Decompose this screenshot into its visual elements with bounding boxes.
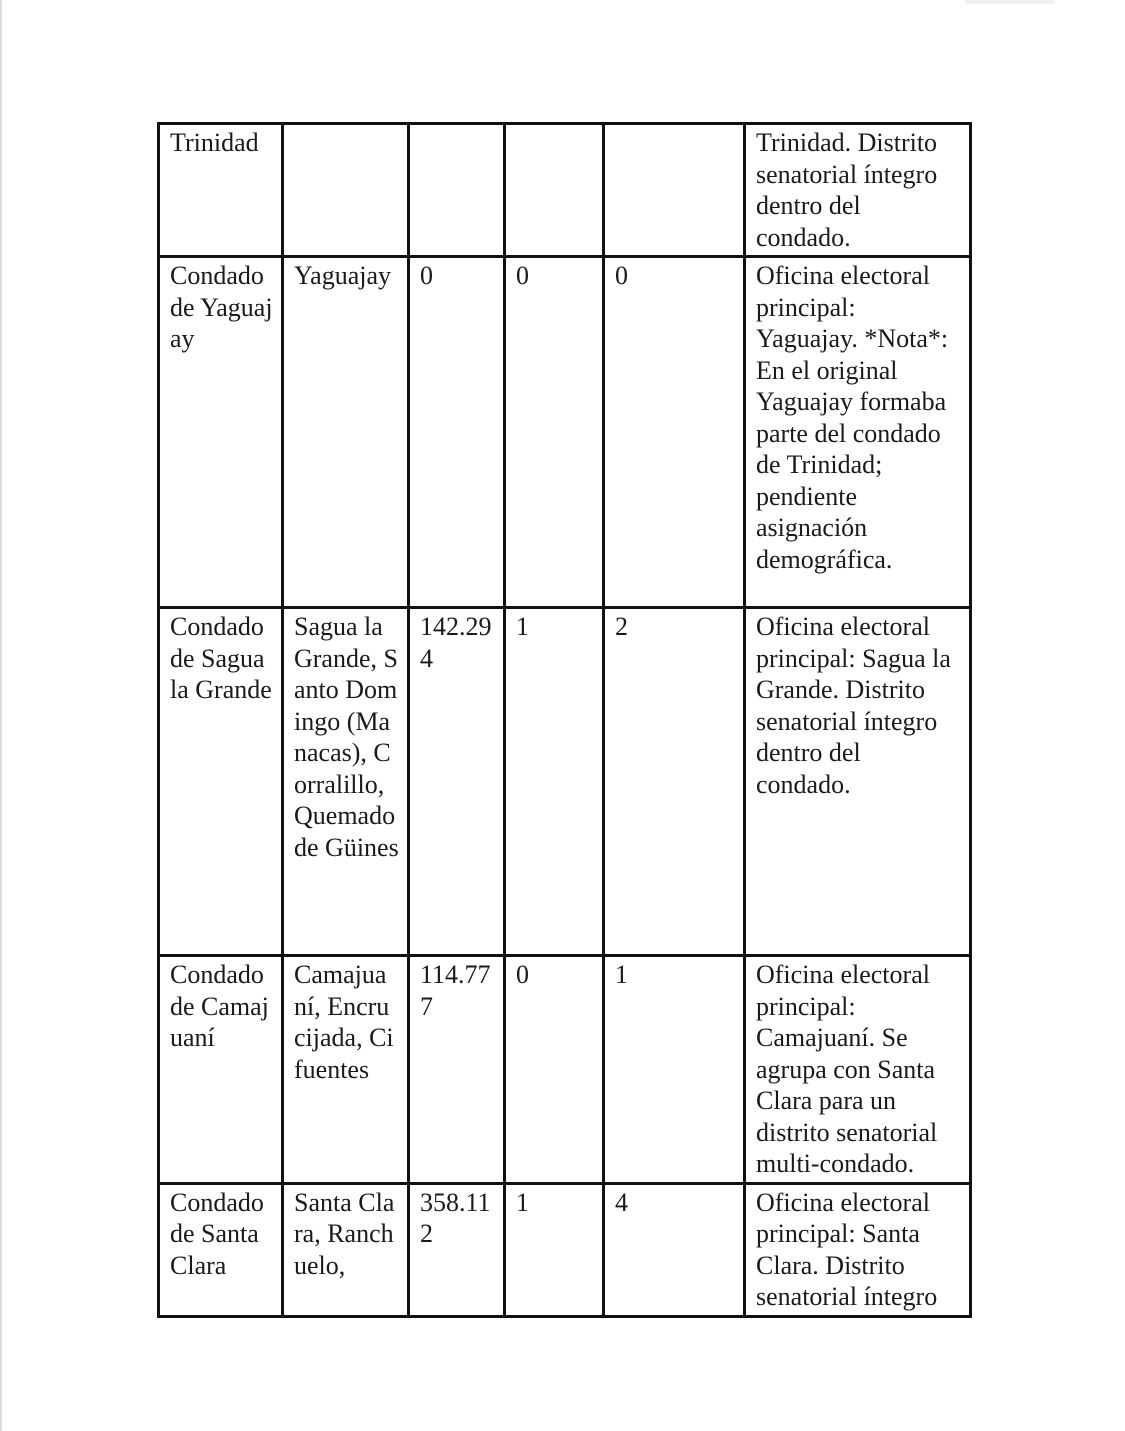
condado-cell: Condado de Camajuaní xyxy=(159,956,283,1184)
condado-cell: Condado de Yaguajay xyxy=(159,257,283,608)
col5-cell: 0 xyxy=(604,257,745,608)
county-table xyxy=(157,122,972,1318)
col5-cell xyxy=(604,124,745,257)
poblacion-cell: 0 xyxy=(409,257,505,608)
municipios-cell: Santa Clara, Ranchuelo, xyxy=(283,1183,409,1316)
notas-cell: Trinidad. Distrito senatorial íntegro dentro del condado. xyxy=(745,124,971,257)
notas-cell: Oficina electoral principal: Santa Clara. Distrito senatorial íntegro xyxy=(745,1183,971,1316)
municipios-cell: Sagua la Grande, Santo Domingo (Manacas), Corralillo, Quemado de Güines xyxy=(283,608,409,956)
municipios-cell: Camajuaní, Encrucijada, Cifuentes xyxy=(283,956,409,1184)
col5-cell: 2 xyxy=(604,608,745,956)
table-row xyxy=(159,124,971,257)
col4-cell: 1 xyxy=(505,608,604,956)
poblacion-cell: 142.294 xyxy=(409,608,505,956)
table-row xyxy=(159,956,971,1184)
poblacion-cell: 114.777 xyxy=(409,956,505,1184)
col5-cell: 4 xyxy=(604,1183,745,1316)
condado-cell: Condado de Santa Clara xyxy=(159,1183,283,1316)
municipios-cell: Yaguajay xyxy=(283,257,409,608)
col4-cell: 0 xyxy=(505,257,604,608)
table-row xyxy=(159,257,971,608)
col4-cell: 0 xyxy=(505,956,604,1184)
condado-cell: Condado de Sagua la Grande xyxy=(159,608,283,956)
table-row xyxy=(159,608,971,956)
page-corner-mark xyxy=(965,0,1055,4)
col5-cell: 1 xyxy=(604,956,745,1184)
poblacion-cell xyxy=(409,124,505,257)
municipios-cell xyxy=(283,124,409,257)
notas-cell: Oficina electoral principal: Yaguajay. *Nota*: En el original Yaguajay formaba parte del condado de Trinidad; pendiente asignación demográfica. xyxy=(745,257,971,608)
col4-cell: 1 xyxy=(505,1183,604,1316)
table-row xyxy=(159,1183,971,1316)
poblacion-cell: 358.112 xyxy=(409,1183,505,1316)
col4-cell xyxy=(505,124,604,257)
notas-cell: Oficina electoral principal: Camajuaní. Se agrupa con Santa Clara para un distrito senatorial multi-condado. xyxy=(745,956,971,1184)
notas-cell: Oficina electoral principal: Sagua la Grande. Distrito senatorial íntegro dentro del condado. xyxy=(745,608,971,956)
condado-cell: Trinidad xyxy=(159,124,283,257)
